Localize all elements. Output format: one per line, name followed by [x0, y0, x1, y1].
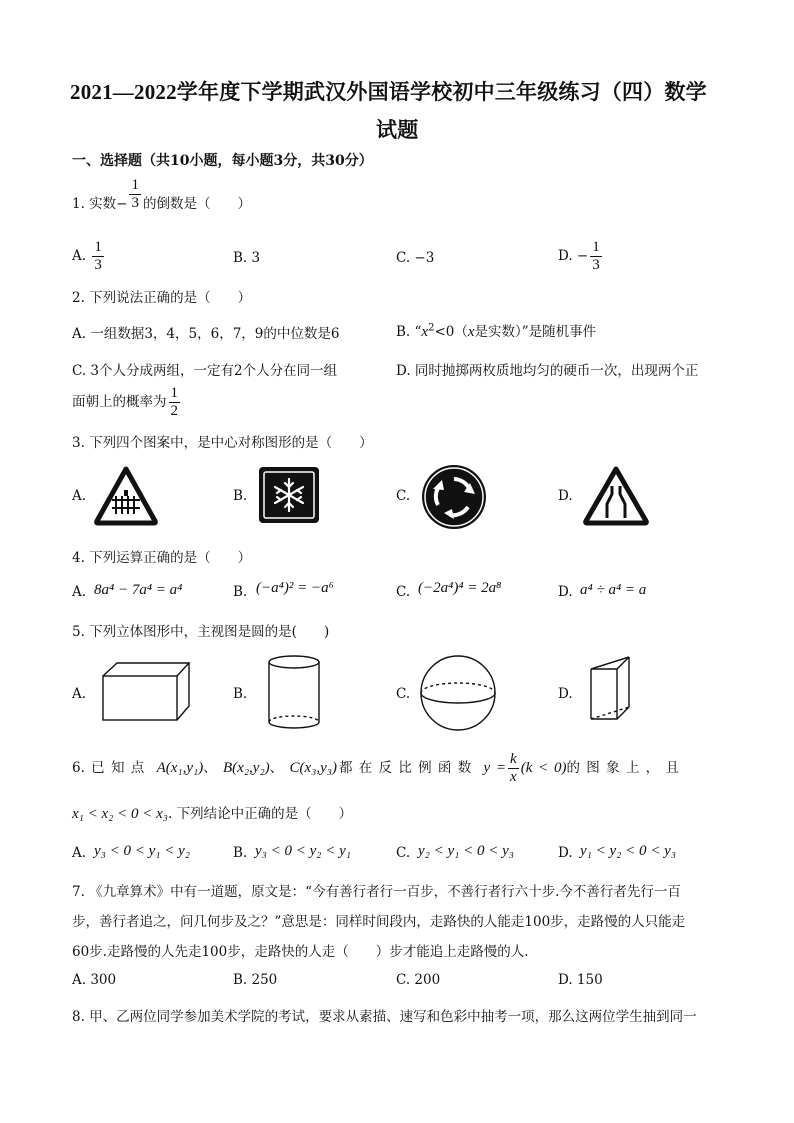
q5-label-d: D.: [558, 686, 573, 702]
q1-frac-num: 1: [131, 177, 139, 193]
text: 的 图 象 上 ， 且: [566, 760, 679, 776]
q1-option-b: B. 3: [233, 250, 261, 266]
q7-option-a: A. 300: [72, 972, 117, 988]
sphere-figure: [418, 653, 498, 733]
text: 都 在 反 比 例 函 数: [338, 760, 472, 776]
q6-option-c-expr: y₂ < y₁ < 0 < y₃: [418, 843, 514, 859]
railway-crossing-sign-icon: [94, 466, 158, 526]
point-b: B(x₂,y₂): [223, 760, 270, 776]
q6-label-a: A.: [72, 845, 87, 861]
q3-label-c: C.: [396, 488, 411, 504]
q7-option-d: D. 150: [558, 972, 603, 988]
text: <0（: [434, 324, 468, 340]
question-2: 2. 下列说法正确的是（ ）: [72, 290, 252, 306]
text: 是实数）”是随机事件: [474, 324, 597, 340]
text: 6. 已 知 点: [72, 760, 145, 776]
cylinder-figure: [265, 654, 323, 732]
q1-fraction: [129, 178, 141, 211]
question-6-line2: [72, 802, 352, 823]
frac-num: 1: [592, 239, 600, 255]
q6-option-b-expr: y₃ < 0 < y₂ < y₁: [255, 843, 351, 859]
option-label: A.: [72, 248, 87, 264]
q4-label-c: C.: [396, 584, 411, 600]
question-7-line2: 步，善行者追之，问几何步及之？”意思是：同样时间段内，走路快的人能走100步，走路慢的人只能走: [72, 914, 686, 930]
question-8-line1: 8. 甲、乙两位同学参加美术学院的考试，要求从素描、速写和色彩中抽考一项，那么这两位学生抽到同一: [72, 1009, 697, 1025]
q4-label-a: A.: [72, 584, 87, 600]
section-heading: 一、选择题（共10小题，每小题3分，共30分）: [72, 153, 373, 169]
q2-d-fraction: [169, 386, 181, 419]
q1-option-a: [72, 240, 106, 273]
q2-option-d-cont: [72, 386, 182, 419]
page-title-cont: 试题: [376, 118, 419, 142]
text: 面朝上的概率为: [72, 394, 167, 410]
option-label: D. −: [558, 248, 589, 264]
frac-den: x: [510, 769, 517, 785]
q6-option-d-expr: y₁ < y₂ < 0 < y₃: [580, 843, 676, 859]
question-5: 5. 下列立体图形中，主视图是圆的是( ): [72, 624, 330, 640]
question-1: [72, 177, 251, 221]
var-x: x: [467, 324, 475, 340]
func-condition: (k < 0): [520, 760, 567, 776]
condition: x₁ < x₂ < 0 < x₃: [72, 806, 168, 822]
q5-label-b: B.: [233, 686, 248, 702]
question-4: 4. 下列运算正确的是（ ）: [72, 550, 252, 566]
roundabout-sign-icon: [420, 463, 488, 531]
frac-den: 3: [592, 257, 600, 273]
triangular-prism-figure: [587, 653, 635, 723]
q2-option-d: D. 同时抛掷两枚质地均匀的硬币一次，出现两个正: [396, 363, 699, 379]
q6-label-c: C.: [396, 845, 411, 861]
question-7-line1: 7. 《九章算术》中有一道题，原文是：“今有善行者行一百步，不善行者行六十步.今不善行者先行一百: [72, 884, 681, 900]
road-narrows-sign-icon: [583, 466, 649, 526]
q7-option-c: C. 200: [396, 972, 441, 988]
q1-a-fraction: [92, 240, 104, 273]
q6-label-b: B.: [233, 845, 248, 861]
point-a: A(x₁,y₁): [156, 760, 204, 776]
q6-label-d: D.: [558, 845, 573, 861]
q3-label-d: D.: [558, 488, 573, 504]
q6-option-a-expr: y₃ < 0 < y₁ < y₂: [94, 843, 190, 859]
text: 、: [203, 760, 217, 776]
q4-label-d: D.: [558, 584, 573, 600]
page-title: 2021—2022学年度下学期武汉外国语学校初中三年级练习（四）数学: [70, 80, 707, 104]
text: B. “: [396, 324, 422, 340]
q1-frac-den: 3: [131, 195, 139, 211]
q2-option-b: [396, 320, 596, 341]
snowflake-sign-icon: [258, 466, 320, 524]
q3-label-a: A.: [72, 488, 87, 504]
frac-den: 2: [170, 403, 178, 419]
q1-option-d: [558, 240, 604, 273]
q2-option-c: C. 3个人分成两组，一定有2个人分在同一组: [72, 363, 338, 379]
func-y: y =: [483, 760, 507, 776]
q4-label-b: B.: [233, 584, 248, 600]
q4-option-d-expr: a⁴ ÷ a⁴ = a: [580, 582, 647, 598]
cuboid-figure: [100, 660, 192, 724]
question-3: 3. 下列四个图案中，是中心对称图形的是（ ）: [72, 435, 373, 451]
var-x: x: [421, 324, 429, 340]
q7-option-b: B. 250: [233, 972, 278, 988]
frac-den: 3: [94, 257, 102, 273]
superscript: 2: [428, 322, 435, 334]
text: . 下列结论中正确的是（ ）: [167, 806, 353, 822]
q4-option-a-expr: 8a⁴ − 7a⁴ = a⁴: [94, 582, 183, 598]
text: 、: [269, 760, 284, 776]
frac-num: k: [510, 751, 517, 767]
q1-option-c: C. −3: [396, 250, 435, 266]
q5-label-c: C.: [396, 686, 411, 702]
frac-num: 1: [94, 239, 102, 255]
q1-d-fraction: [590, 240, 602, 273]
func-fraction: [508, 752, 519, 785]
question-6-line1: [72, 752, 679, 785]
frac-num: 1: [170, 385, 178, 401]
q2-option-a: A. 一组数据3，4，5，6，7，9的中位数是6: [72, 326, 340, 342]
q4-option-c-expr: (−2a⁴)⁴ = 2a⁸: [418, 580, 502, 596]
q5-label-a: A.: [72, 686, 87, 702]
point-c: C(x₃,y₃): [289, 760, 337, 776]
q1-prefix: 1. 实数−: [72, 196, 128, 212]
q4-option-b-expr: (−a⁴)² = −a⁶: [256, 580, 334, 596]
question-7-line3: 60步.走路慢的人先走100步，走路快的人走（ ）步才能追上走路慢的人.: [72, 944, 529, 960]
q1-suffix: 的倒数是（ ）: [142, 196, 251, 212]
q3-label-b: B.: [233, 488, 248, 504]
